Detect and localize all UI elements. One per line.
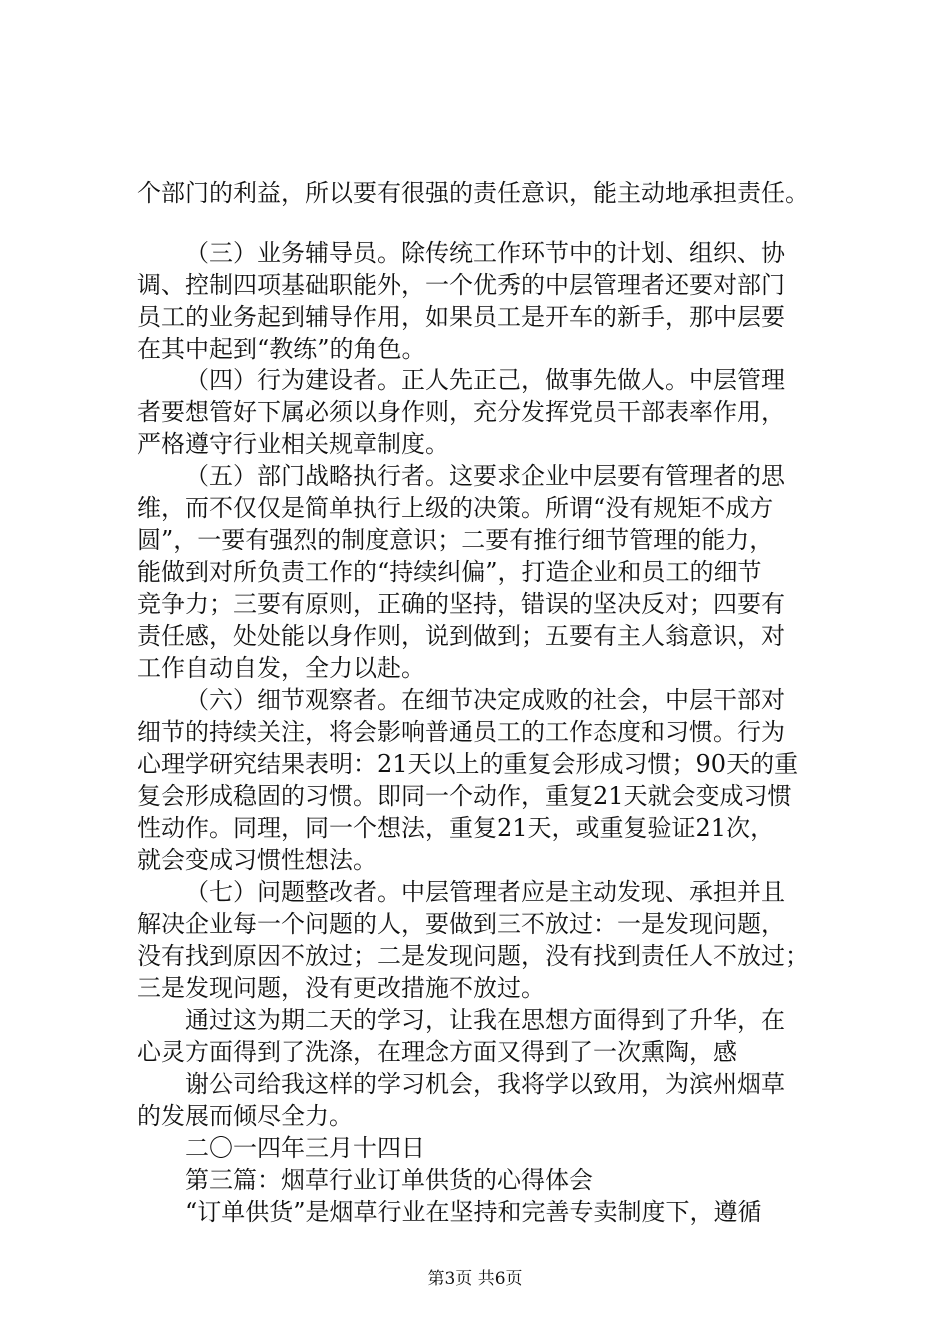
text-line: （六）细节观察者。在细节决定成败的社会，中层干部对 — [185, 686, 785, 714]
text-line: “订单供货”是烟草行业在坚持和完善专卖制度下，遵循 — [185, 1198, 762, 1226]
text-line: 细节的持续关注，将会影响普通员工的工作态度和习惯。行为 — [137, 718, 785, 746]
date-line: 二〇一四年三月十四日 — [185, 1134, 425, 1162]
text-line: 心灵方面得到了洗涤，在理念方面又得到了一次熏陶，感 — [137, 1038, 737, 1066]
text-line: 工作自动自发，全力以赴。 — [137, 654, 425, 682]
text-line: （四）行为建设者。正人先正己，做事先做人。中层管理 — [185, 366, 785, 394]
text-line: 个部门的利益，所以要有很强的责任意识，能主动地承担责任。 — [137, 179, 809, 207]
text-line: 三是发现问题，没有更改措施不放过。 — [137, 974, 545, 1002]
text-line: （五）部门战略执行者。这要求企业中层要有管理者的思 — [185, 462, 785, 490]
text-line: 能做到对所负责工作的“持续纠偏”，打造企业和员工的细节 — [137, 558, 762, 586]
text-line: 的发展而倾尽全力。 — [137, 1102, 353, 1130]
text-line: 通过这为期二天的学习，让我在思想方面得到了升华，在 — [185, 1006, 785, 1034]
text-line: 复会形成稳固的习惯。即同一个动作，重复21天就会变成习惯 — [137, 782, 792, 810]
text-line: 员工的业务起到辅导作用，如果员工是开车的新手，那中层要 — [137, 303, 785, 331]
text-line: 在其中起到“教练”的角色。 — [137, 335, 426, 363]
page-footer: 第3页 共6页 — [427, 1269, 523, 1289]
text-line: 维，而不仅仅是简单执行上级的决策。所谓“没有规矩不成方 — [137, 494, 774, 522]
text-line: 解决企业每一个问题的人，要做到三不放过：一是发现问题， — [137, 910, 785, 938]
text-line: 圆”，一要有强烈的制度意识；二要有推行细节管理的能力， — [137, 526, 774, 554]
text-line: 谢公司给我这样的学习机会，我将学以致用，为滨州烟草 — [185, 1070, 785, 1098]
section-heading: 第三篇：烟草行业订单供货的心得体会 — [185, 1166, 593, 1194]
text-line: 性动作。同理，同一个想法，重复21天，或重复验证21次， — [137, 814, 775, 842]
text-line: 调、控制四项基础职能外，一个优秀的中层管理者还要对部门 — [137, 271, 785, 299]
text-line: 就会变成习惯性想法。 — [137, 846, 377, 874]
text-line: （三）业务辅导员。除传统工作环节中的计划、组织、协 — [185, 239, 785, 267]
text-line: 竞争力；三要有原则，正确的坚持，错误的坚决反对；四要有 — [137, 590, 785, 618]
text-line: 责任感，处处能以身作则，说到做到；五要有主人翁意识，对 — [137, 622, 785, 650]
text-line: 心理学研究结果表明：21天以上的重复会形成习惯；90天的重 — [137, 750, 799, 778]
text-line: 没有找到原因不放过；二是发现问题，没有找到责任人不放过； — [137, 942, 809, 970]
text-line: （七）问题整改者。中层管理者应是主动发现、承担并且 — [185, 878, 785, 906]
text-line: 严格遵守行业相关规章制度。 — [137, 430, 449, 458]
text-line: 者要想管好下属必须以身作则，充分发挥党员干部表率作用， — [137, 398, 785, 426]
